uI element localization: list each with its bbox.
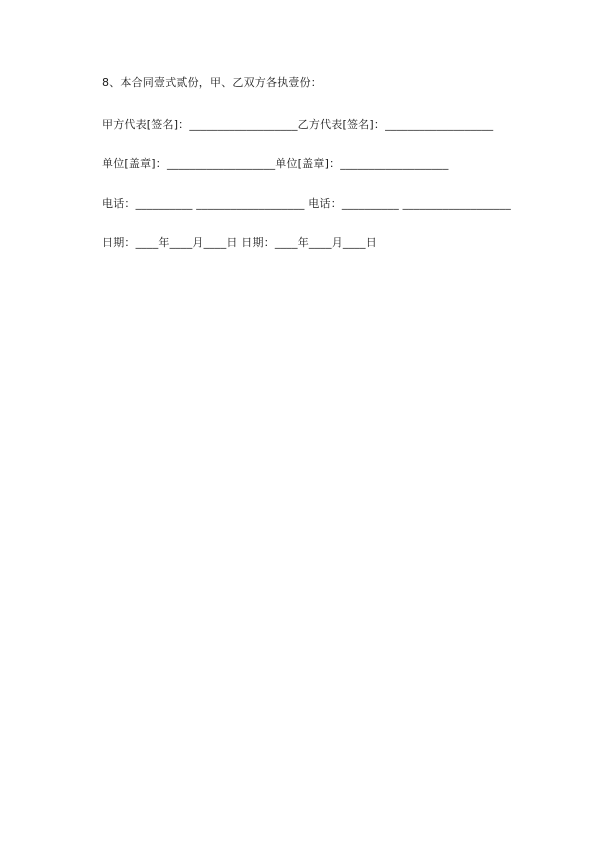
- unit-seal-line: 单位[盖章]：___________________单位[盖章]：___________________: [102, 157, 449, 170]
- representative-signature-line: 甲方代表[签名]：___________________乙方代表[签名]：___________________: [102, 118, 494, 131]
- phone-line: 电话：__________ ___________________ 电话：__________ ___________________: [102, 197, 511, 210]
- clause-8-text: 8、本合同壹式贰份，甲、乙双方各执壹份：: [102, 76, 322, 89]
- date-line: 日期：____年____月____日 日期：____年____月____日: [102, 236, 377, 249]
